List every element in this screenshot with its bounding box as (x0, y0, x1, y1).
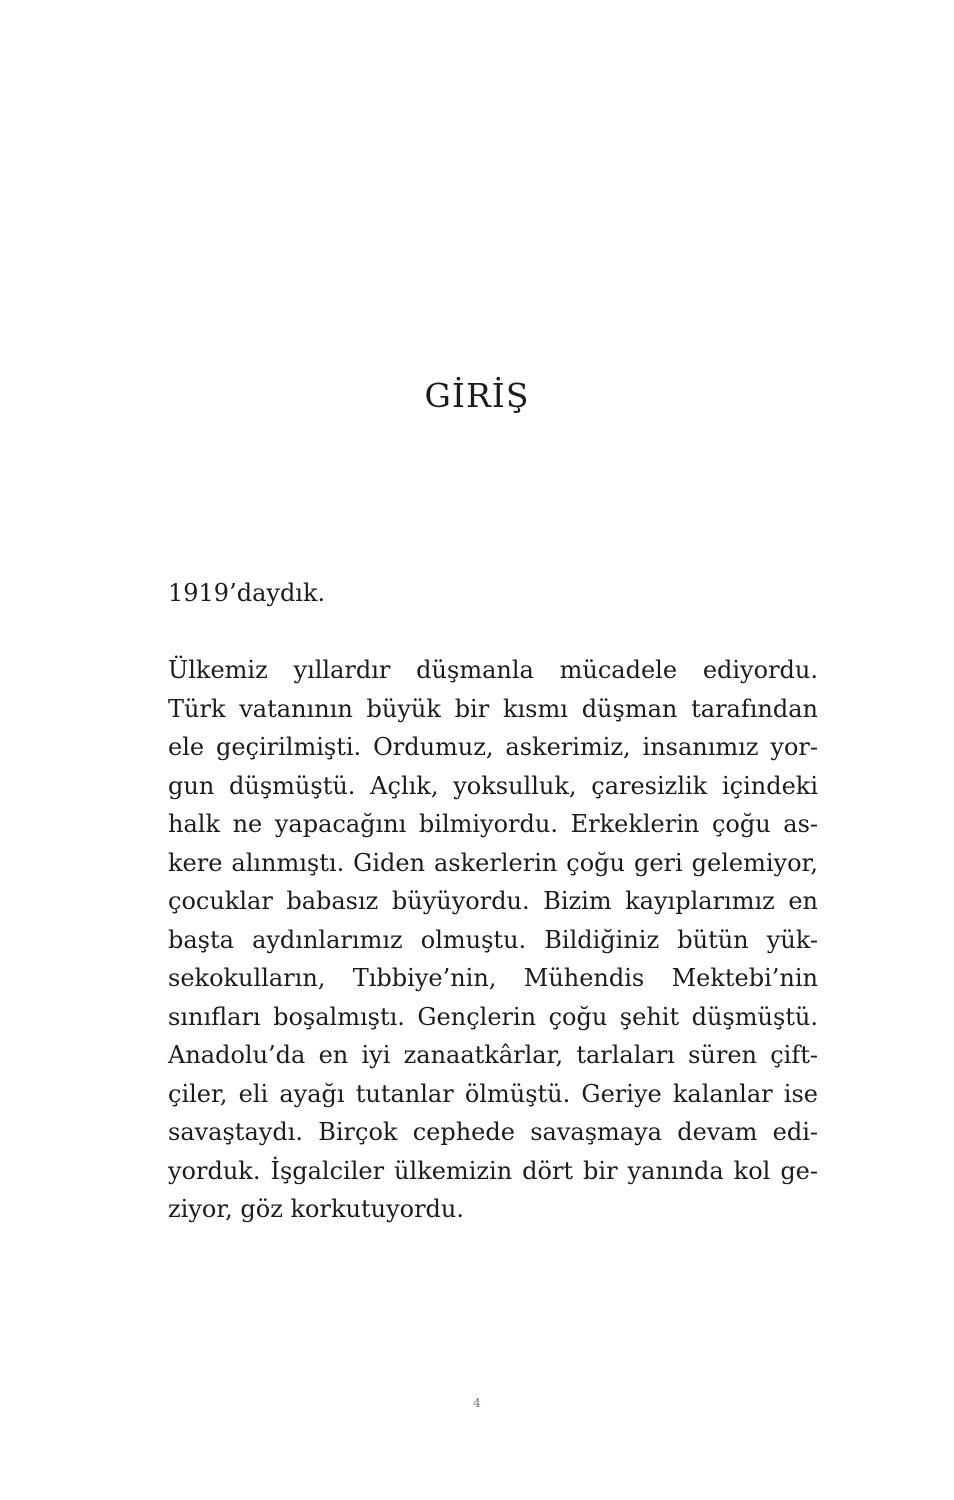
paragraph-line: gun düşmüştü. Açlık, yoksulluk, çaresizlik içindeki (168, 771, 818, 800)
paragraph-line: Anadolu’da en iyi zanaatkârlar, tarlaları süren çift- (168, 1041, 818, 1069)
paragraph-line: ele geçirilmişti. Ordumuz, askerimiz, insanımız yor- (168, 733, 818, 761)
body-paragraph (168, 651, 818, 1229)
paragraph-line: başta aydınlarımız olmuştu. Bildiğiniz bütün yük- (168, 925, 818, 954)
paragraph-line: sınıfları boşalmıştı. Gençlerin çoğu şehit düşmüştü. (168, 1002, 818, 1031)
paragraph-line: kere alınmıştı. Giden askerlerin çoğu geri gelemiyor, (168, 848, 818, 877)
paragraph-line: yorduk. İşgalciler ülkemizin dört bir yanında kol ge- (168, 1156, 818, 1185)
paragraph-line: sekokulların, Tıbbiye’nin, Mühendis Mektebi’nin (168, 964, 818, 992)
paragraph-line: çocuklar babasız büyüyordu. Bizim kayıplarımız en (168, 887, 818, 915)
chapter-title: GİRİŞ (424, 376, 530, 415)
opening-line: 1919’daydık. (168, 579, 326, 607)
paragraph-line: halk ne yapacağını bilmiyordu. Erkeklerin çoğu as- (168, 810, 818, 838)
paragraph-line: ziyor, göz korkutuyordu. (168, 1195, 465, 1223)
paragraph-line: savaştaydı. Birçok cephede savaşmaya devam edi- (168, 1118, 818, 1146)
paragraph-line: Türk vatanının büyük bir kısmı düşman tarafından (168, 694, 818, 723)
paragraph-line: çiler, eli ayağı tutanlar ölmüştü. Geriye kalanlar ise (168, 1079, 818, 1108)
page-number: 4 (473, 1396, 481, 1410)
paragraph-line: Ülkemiz yıllardır düşmanla mücadele ediyordu. (168, 656, 818, 684)
